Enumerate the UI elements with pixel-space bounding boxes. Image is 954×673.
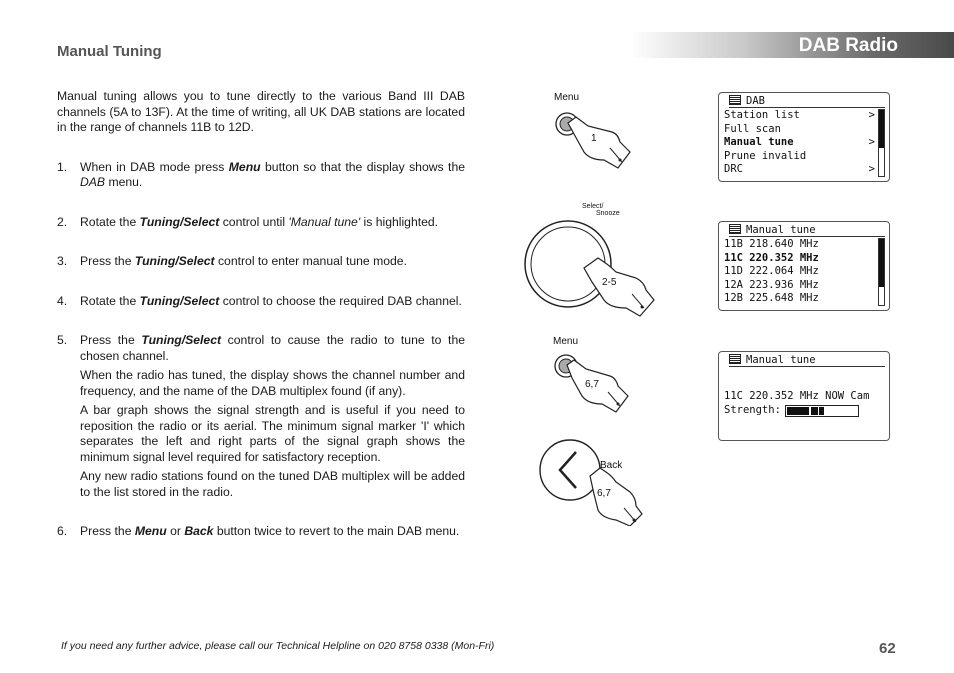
step-5-detail-2: A bar graph shows the signal strength and is useful if you need to reposition the radio or its aerial. The minimum signal marker 'I' which separates the left and right parts of the signal graph shows the minimum signal level required for satisfactory reception.	[80, 403, 465, 464]
section-title: Manual Tuning	[57, 43, 162, 60]
manual-tune-result-screen	[718, 351, 890, 441]
menu-list-icon	[729, 224, 741, 234]
menu-button-illustration-2	[540, 334, 640, 416]
screen-title: DAB	[729, 95, 885, 108]
step-text: Rotate the Tuning/Select control to choose the required DAB channel.	[80, 293, 462, 308]
scrollbar-thumb[interactable]	[879, 239, 884, 287]
back-label: Back	[600, 460, 623, 471]
channel-item[interactable]: 11D 222.064 MHz	[724, 265, 819, 277]
step-2	[57, 215, 465, 231]
page-header-title: DAB Radio	[798, 35, 898, 56]
channel-item-selected[interactable]: 11C 220.352 MHz	[724, 251, 819, 264]
step-1	[57, 160, 465, 191]
step-text: Press the Tuning/Select control to cause the radio to tune to the chosen channel.	[80, 333, 465, 363]
footer-helpline-note: If you need any further advice, please call our Technical Helpline on 020 8758 0338 (Mon-Fri)	[61, 640, 495, 652]
menu-button-press-icon	[540, 90, 640, 170]
menu-item-drc[interactable]: DRC	[724, 163, 743, 175]
step-text: Press the Menu or Back button twice to revert to the main DAB menu.	[80, 524, 460, 538]
tuned-channel-info: 11C 220.352 MHz NOW Cam	[724, 390, 870, 402]
step-3	[57, 254, 465, 270]
menu-label: Menu	[553, 336, 579, 347]
channel-item[interactable]: 12B 225.648 MHz	[724, 292, 819, 304]
step-4	[57, 294, 465, 310]
manual-tune-list-screen	[718, 221, 890, 311]
step-number-label: 2-5	[602, 277, 617, 288]
step-number: 4.	[57, 293, 68, 308]
page-number: 62	[879, 640, 896, 657]
step-5	[57, 333, 465, 500]
menu-item-full-scan[interactable]: Full scan	[724, 122, 781, 135]
signal-strength-fill-right	[819, 407, 824, 415]
channel-item[interactable]: 11B 218.640 MHz	[724, 238, 819, 250]
step-text: Press the Tuning/Select control to enter manual tune mode.	[80, 254, 407, 268]
menu-item-station-list[interactable]: Station list	[724, 109, 800, 121]
menu-list-icon	[729, 95, 741, 105]
menu-item-prune-invalid[interactable]: Prune invalid	[724, 149, 807, 162]
menu-label: Menu	[554, 92, 580, 103]
intro-paragraph: Manual tuning allows you to tune directly to the various Band III DAB channels (5A to 13F). At the time of writing, all UK DAB stations are located in the range of channels 11B to 12D.	[57, 89, 465, 134]
select-label: Select/	[582, 203, 604, 210]
chevron-right-icon: >	[868, 163, 875, 175]
signal-strength-bar	[785, 405, 859, 417]
signal-strength-fill-right	[811, 407, 818, 415]
chevron-right-icon: >	[868, 136, 875, 148]
screen-title: Manual tune	[729, 224, 885, 237]
step-6	[57, 524, 465, 540]
step-number-label: 6,7	[585, 379, 599, 390]
instructions-column	[57, 89, 465, 564]
step-number: 3.	[57, 254, 68, 268]
back-button-press-icon	[536, 436, 646, 526]
step-number: 2.	[57, 214, 68, 229]
strength-label: Strength:	[724, 403, 781, 416]
step-number: 1.	[57, 159, 68, 174]
screen-title: Manual tune	[729, 354, 885, 367]
menu-list-icon	[729, 354, 741, 364]
menu-button-press-icon	[540, 334, 640, 416]
step-5-detail-1: When the radio has tuned, the display shows the channel number and frequency, and the name of the DAB multiplex found (if any).	[80, 368, 465, 398]
dab-menu-screen	[718, 92, 890, 182]
chevron-right-icon: >	[868, 109, 875, 121]
signal-strength-fill-left	[787, 407, 809, 415]
tuning-dial-icon	[520, 202, 660, 322]
scrollbar-thumb[interactable]	[879, 110, 884, 148]
step-text: Rotate the Tuning/Select control until 'Manual tune' is highlighted.	[80, 214, 439, 229]
step-number: 6.	[57, 524, 68, 538]
step-number-label: 1	[591, 133, 597, 144]
snooze-label: Snooze	[596, 210, 620, 217]
scrollbar[interactable]	[878, 109, 885, 177]
menu-item-manual-tune[interactable]: Manual tune	[724, 136, 794, 148]
select-dial-illustration	[520, 202, 660, 322]
channel-item[interactable]: 12A 223.936 MHz	[724, 278, 819, 291]
step-text: When in DAB mode press Menu button so that the display shows the DAB menu.	[80, 159, 466, 189]
step-number: 5.	[57, 333, 68, 347]
step-5-detail-3: Any new radio stations found on the tuned DAB multiplex will be added to the list stored in the radio.	[80, 469, 465, 499]
scrollbar[interactable]	[878, 238, 885, 306]
step-number-label: 6,7	[597, 488, 611, 499]
header-bar	[630, 32, 954, 58]
menu-button-illustration-1	[540, 90, 640, 170]
back-button-illustration	[536, 436, 646, 526]
